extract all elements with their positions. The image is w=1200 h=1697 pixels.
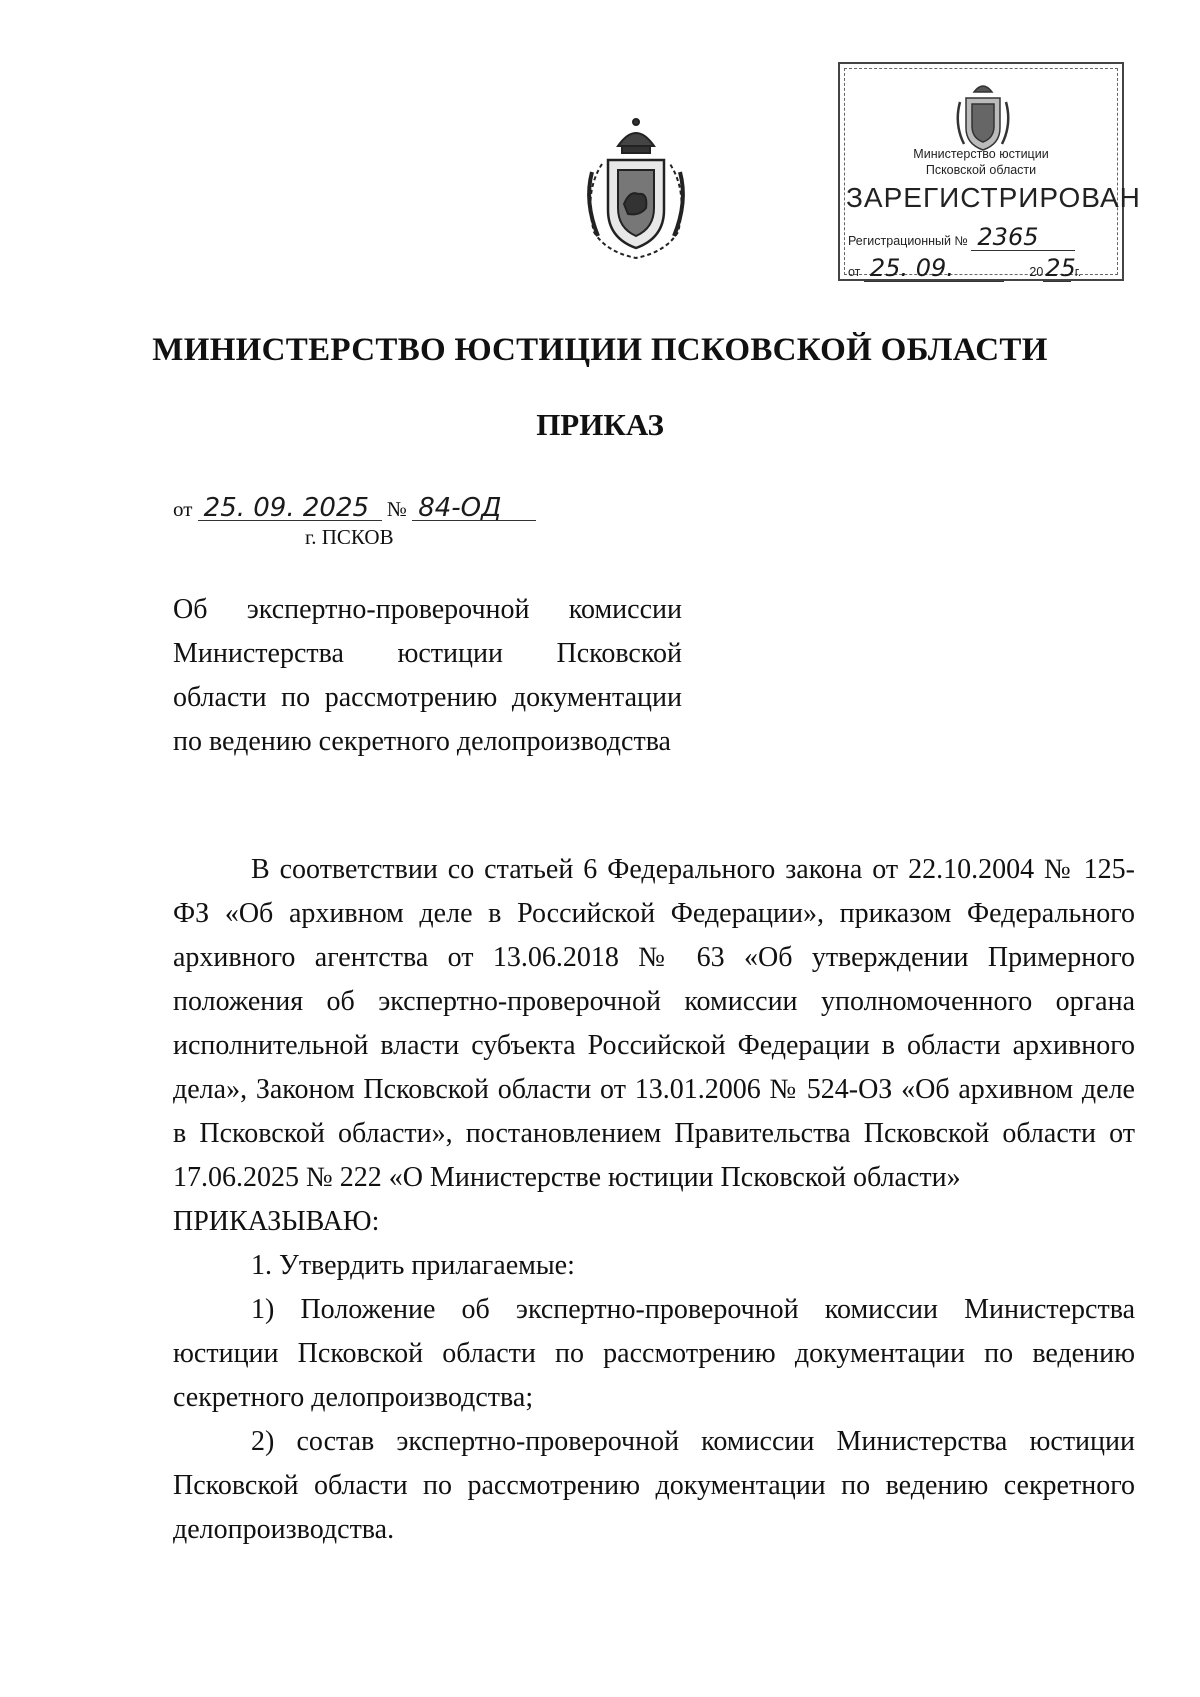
order-date-prefix: от [173,497,193,521]
order-subject: Об экспертно-проверочной комиссии Министерства юстиции Псковской области по рассмотрению документации по ведению секретного делопроизводства [173,594,682,757]
command-word: ПРИКАЗЫВАЮ: [173,1206,380,1237]
stamp-reg-number-row [848,224,1114,251]
order-date-value: 25. 09. 2025 [198,496,382,521]
stamp-reg-number: 2365 [971,224,1075,251]
registration-stamp [838,62,1141,282]
order-number-prefix: № [386,497,407,521]
stamp-registered-text: ЗАРЕГИСТРИРОВАН [846,182,1141,213]
stamp-date-value: 25. 09. [864,255,1004,282]
stamp-year-value: 25 [1045,254,1076,282]
order-body [173,848,1135,1552]
stamp-org-line2: Псковской области [925,163,1037,177]
order-date-line [173,493,536,523]
stamp-org-line1: Министерство юстиции [913,147,1049,161]
order-number-value: 84-ОД [412,496,536,521]
stamp-reg-label: Регистрационный № [848,234,968,248]
preamble-paragraph: В соответствии со статьей 6 Федерального закона от 22.10.2004 № 125-ФЗ «Об архивном деле в Российской Федерации», приказом Федерального архивного агентства от 13.06.2018 № 63 «Об утверждении Примерного положения об экспертно-проверочной комиссии уполномоченного органа исполнительной власти субъекта Российской Федерации в области архивного дела», Законом Псковской области от 13.01.2006 № 524-ОЗ «Об архивном деле в Псковской области», постановлением Правительства Псковской области от 17.06.2025 № 222 «О Министерстве юстиции Псковской области» [173,854,1135,1193]
item-1-2: 2) состав экспертно-проверочной комиссии Министерства юстиции Псковской области по рассмотрению документации по ведению секретного делопроизводства. [173,1426,1135,1545]
ministry-title: МИНИСТЕРСТВО ЮСТИЦИИ ПСКОВСКОЙ ОБЛАСТИ [152,332,1048,368]
order-city: г. ПСКОВ [305,525,394,549]
item-1: 1. Утвердить прилагаемые: [251,1250,575,1281]
stamp-date-row [848,255,1114,282]
coat-of-arms-logo [578,112,694,262]
item-1-1: 1) Положение об экспертно-проверочной комиссии Министерства юстиции Псковской области по рассмотрению документации по ведению секретного делопроизводства; [173,1294,1135,1413]
stamp-year-prefix: 20 [1029,265,1044,279]
stamp-year-suffix: г. [1074,265,1082,279]
stamp-date-prefix: от [848,265,861,279]
document-type-title: ПРИКАЗ [536,407,664,442]
